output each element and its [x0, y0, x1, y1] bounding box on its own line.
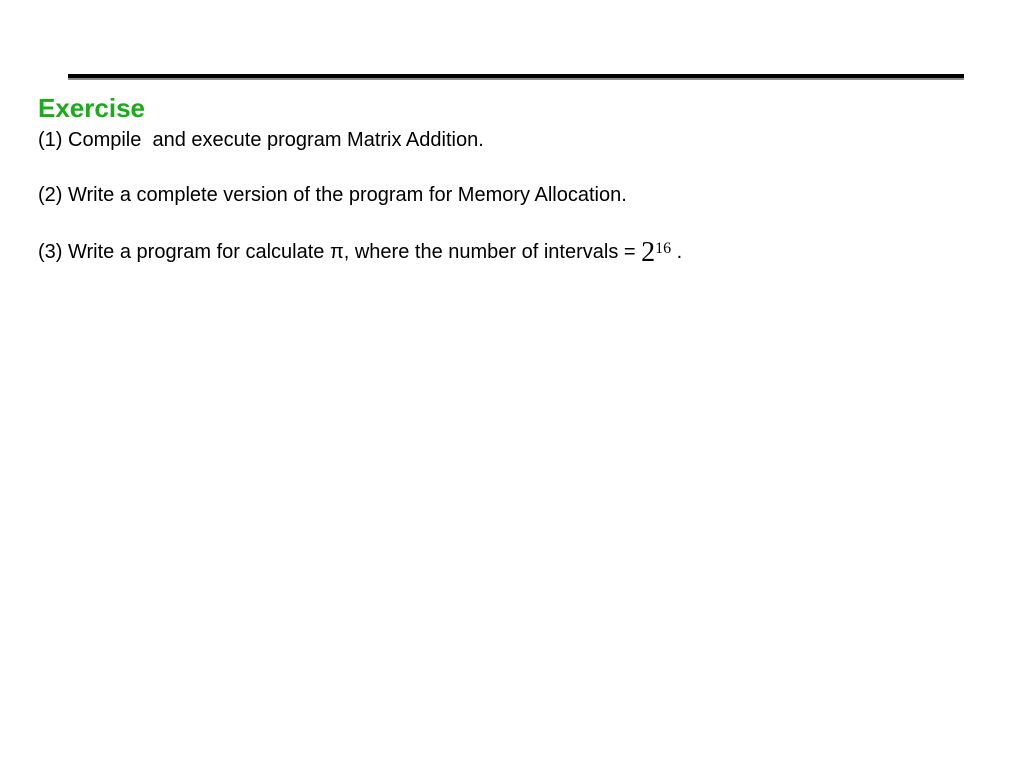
top-divider-shadow — [68, 78, 964, 80]
exercise-item-1: (1) Compile and execute program Matrix Addition. — [38, 129, 484, 151]
slide-title: Exercise — [38, 93, 145, 123]
exercise-item-3-end: . — [671, 241, 683, 263]
power-base: 2 — [641, 237, 656, 268]
power-exponent: 16 — [655, 240, 672, 257]
exercise-item-3 — [38, 237, 683, 268]
exercise-item-3-text: (3) Write a program for calculate π, where the number of intervals = — [38, 241, 642, 263]
exercise-item-2: (2) Write a complete version of the program for Memory Allocation. — [38, 184, 627, 206]
power-expression — [641, 237, 671, 268]
